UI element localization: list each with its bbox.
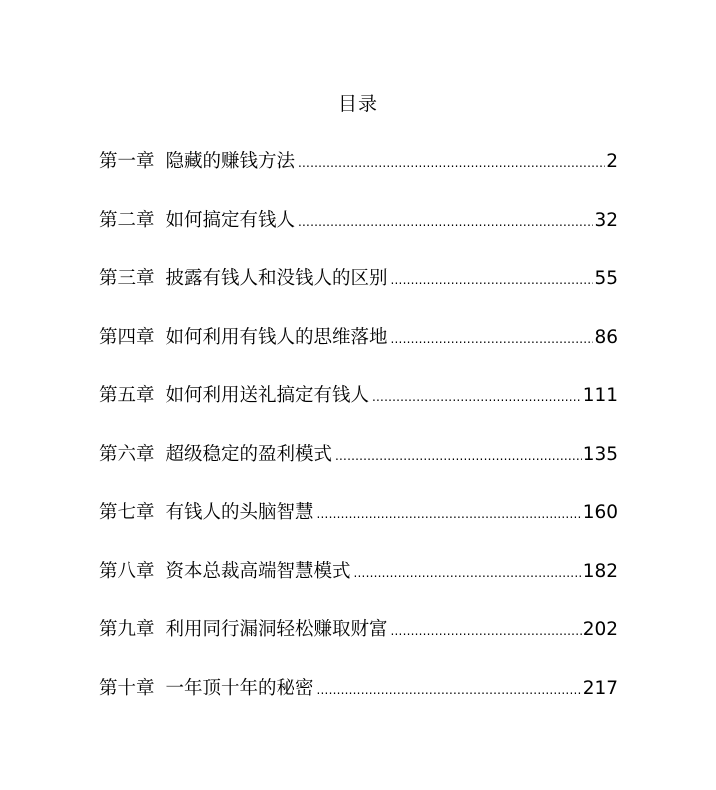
chapter-title: 如何利用有钱人的思维落地	[165, 326, 388, 348]
dot-leader	[391, 325, 594, 353]
chapter-number: 第九章	[99, 619, 155, 640]
toc-entry	[99, 675, 618, 734]
page-number: 135	[582, 443, 618, 465]
dot-leader	[391, 617, 582, 645]
dot-leader	[391, 266, 594, 294]
chapter-title: 如何利用送礼搞定有钱人	[165, 385, 370, 406]
toc-entry	[99, 148, 618, 207]
chapter-title: 利用同行漏洞轻松赚取财富	[165, 619, 388, 640]
page-number: 160	[582, 502, 618, 523]
dot-leader	[335, 442, 582, 470]
page-number: 32	[594, 209, 618, 231]
toc-entry	[99, 499, 618, 558]
toc-title: 目录	[337, 93, 378, 115]
dot-leader	[372, 383, 582, 411]
chapter-title: 有钱人的头脑智慧	[165, 502, 314, 523]
page-number: 202	[582, 619, 618, 640]
dot-leader	[317, 676, 582, 704]
page-number: 111	[582, 385, 618, 406]
toc-entry	[99, 616, 618, 675]
chapter-number: 第十章	[99, 677, 155, 699]
dot-leader	[354, 559, 582, 587]
toc-entry	[99, 324, 618, 383]
dot-leader	[298, 208, 593, 236]
page-number: 217	[582, 677, 618, 699]
dot-leader	[317, 500, 582, 528]
chapter-title: 资本总裁高端智慧模式	[165, 560, 351, 582]
chapter-number: 第一章	[99, 151, 155, 172]
chapter-title: 超级稳定的盈利模式	[165, 443, 333, 465]
chapter-title: 一年顶十年的秘密	[165, 677, 314, 699]
chapter-title: 如何搞定有钱人	[165, 209, 296, 231]
chapter-number: 第三章	[99, 268, 155, 289]
chapter-number: 第五章	[99, 385, 155, 406]
chapter-number: 第二章	[99, 209, 155, 231]
chapter-number: 第四章	[99, 326, 155, 348]
page-number: 182	[582, 560, 618, 582]
chapter-title: 隐藏的赚钱方法	[165, 151, 296, 172]
toc-entry	[99, 558, 618, 617]
chapter-number: 第八章	[99, 560, 155, 582]
toc-entry	[99, 382, 618, 441]
chapter-number: 第七章	[99, 502, 155, 523]
toc-entry	[99, 441, 618, 500]
toc-entry	[99, 265, 618, 324]
chapter-number: 第六章	[99, 443, 155, 465]
dot-leader	[298, 149, 605, 177]
chapter-title: 披露有钱人和没钱人的区别	[165, 268, 388, 289]
page-number: 55	[594, 268, 618, 289]
toc-list	[99, 148, 618, 733]
page-number: 2	[606, 151, 618, 172]
toc-entry	[99, 207, 618, 266]
page-number: 86	[594, 326, 618, 348]
